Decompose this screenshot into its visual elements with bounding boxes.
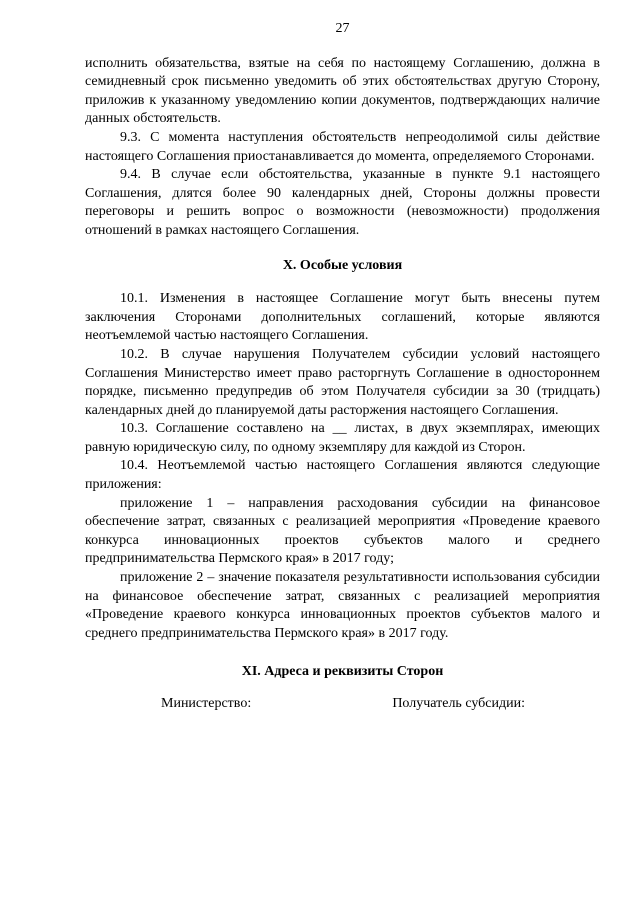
paragraph: 10.1. Изменения в настоящее Соглашение могут быть внесены путем заключения Сторонами дополнительных соглашений, которые являются неотъемлемой частью настоящего Соглашения. bbox=[85, 291, 600, 344]
section-x-paragraphs bbox=[85, 290, 600, 643]
paragraph: 9.4. В случае если обстоятельства, указанные в пункте 9.1 настоящего Соглашения, длятся более 90 календарных дней, Стороны должны провести переговоры и решить вопрос о возможности (невозможности) продолжения отношений в рамках настоящего Соглашения. bbox=[85, 167, 600, 238]
parties-row bbox=[85, 695, 600, 714]
party-recipient-label: Получатель субсидии: bbox=[392, 696, 525, 711]
section-title-x: X. Особые условия bbox=[282, 257, 403, 273]
top-paragraphs bbox=[85, 55, 600, 241]
paragraph: 9.3. С момента наступления обстоятельств непреодолимой силы действие настоящего Соглашения приостанавливается до момента, определяемого Сторонами. bbox=[85, 129, 600, 164]
paragraph: приложение 1 – направления расходования субсидии на финансовое обеспечение затрат, связанных с реализацией мероприятия «Проведение краевого конкурса инновационных проектов субъектов малого и среднего предпринимательства Пермского края» в 2017 году; bbox=[85, 495, 600, 567]
paragraph: 10.4. Неотъемлемой частью настоящего Соглашения являются следующие приложения: bbox=[85, 458, 600, 493]
section-title-xi: XI. Адреса и реквизиты Сторон bbox=[241, 664, 444, 680]
party-ministry-label: Министерство: bbox=[161, 696, 252, 711]
paragraph: исполнить обязательства, взятые на себя по настоящему Соглашению, должна в семидневный срок письменно уведомить об этих обстоятельствах другую Сторону, приложив к указанному уведомлению копии документов, подтверждающих наличие данных обстоятельств. bbox=[85, 55, 600, 127]
paragraph: 10.2. В случае нарушения Получателем субсидии условий настоящего Соглашения Министерство имеет право расторгнуть Соглашение в одностороннем порядке, письменно предупредив об этом Получателя субсидии за 30 (тридцать) календарных дней до планируемой даты расторжения настоящего Соглашения. bbox=[85, 346, 600, 418]
paragraph: 10.3. Соглашение составлено на __ листах, в двух экземплярах, имеющих равную юридическую силу, по одному экземпляру для каждой из Сторон. bbox=[85, 421, 600, 455]
page-number: 27 bbox=[335, 21, 350, 36]
paragraph: приложение 2 – значение показателя результативности использования субсидии на финансовое обеспечение затрат, связанных с реализацией мероприятия «Проведение краевого конкурса инновационных проектов субъектов малого и среднего предпринимательства Пермского края» в 2017 году. bbox=[85, 570, 600, 641]
